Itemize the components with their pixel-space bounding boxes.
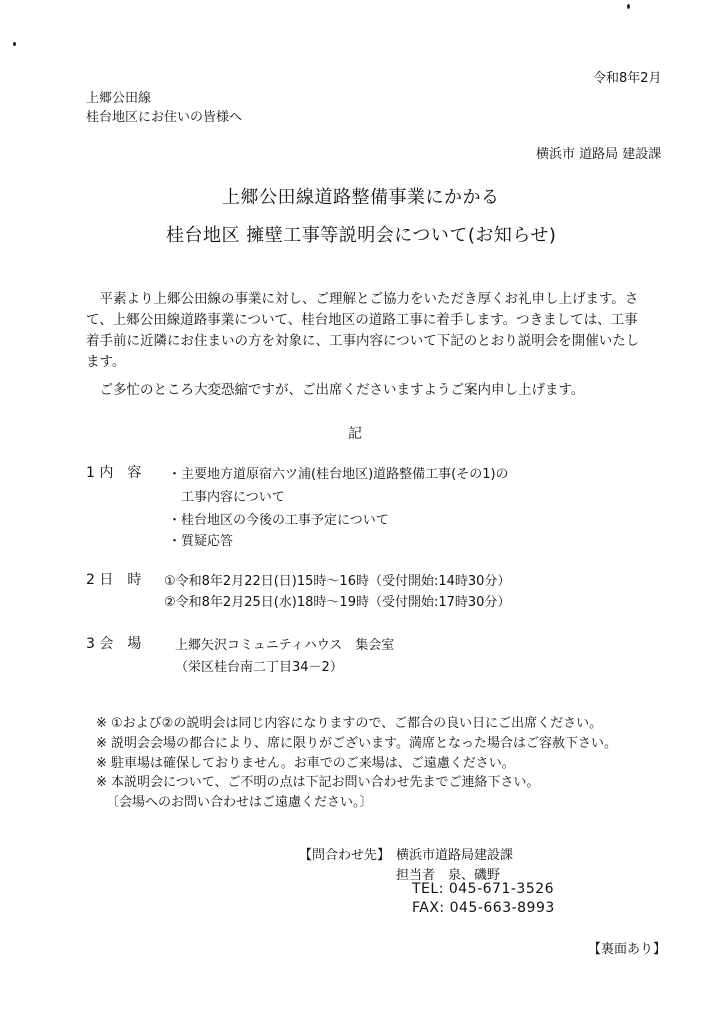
intro-paragraph: 平素より上郷公田線の事業に対し、ご理解とご協力をいただき厚くお礼申し上げます。さて、上郷公田線道路事業について、桂台地区の道路工事に着手します。つきましては、工事着手前に近隣にお住まいの方を対象に、工事内容について下記のとおり説明会を開催いたします。 [86,291,640,370]
content-line: 工事内容について [168,490,285,505]
datetime-line: ②令和8年2月25日(水)18時～19時（受付開始:17時30分） [164,595,511,610]
contact-person: 担当者 泉、磯野 [396,868,501,883]
recipient-line-2: 桂台地区にお住いの皆様へ [86,110,243,125]
content-line: ・質疑応答 [168,534,234,549]
contact-fax: FAX: 045-663-8993 [412,900,555,916]
contact-label: 【問合わせ先】 [299,848,391,863]
issue-date: 令和8年2月 [593,71,662,86]
note-line: ※ 本説明会について、ご不明の点は下記お問い合わせ先までご連絡下さい。 [96,775,540,790]
contact-department: 横浜市道路局建設課 [396,848,514,863]
title-line-2: 桂台地区 擁壁工事等説明会について(お知らせ) [166,225,557,246]
note-line: ※ ①および②の説明会は同じ内容になりますので、ご都合の良い日にご出席ください。 [96,716,603,731]
scan-speck [627,4,630,9]
ki-heading: 記 [348,426,362,442]
content-line: ・主要地方道原宿六ツ浦(桂台地区)道路整備工事(その1)の [168,467,509,482]
venue-label: 3 会 場 [86,636,142,652]
venue-line: 上郷矢沢コミュニティハウス 集会室 [175,638,395,653]
datetime-item [86,569,164,589]
sender: 横浜市 道路局 建設課 [536,147,662,162]
datetime-label: 2 日 時 [86,572,142,588]
title-line-1: 上郷公田線道路整備事業にかかる [222,187,500,208]
note-line: 〔会場へのお問い合わせはご遠慮ください。〕 [106,795,373,810]
note-line: ※ 説明会会場の都合により、席に限りがございます。満席となった場合はご容赦下さい。 [96,736,617,751]
content-line: ・桂台地区の今後の工事予定について [168,513,389,528]
content-label: 1 内 容 [86,465,142,481]
recipient-line-1: 上郷公田線 [86,91,152,106]
venue-line: （栄区桂台南二丁目34－2） [175,660,343,675]
scan-speck [13,42,16,46]
intro-request: ご多忙のところ大変恐縮ですが、ご出席くださいますようご案内申し上げます。 [86,382,585,398]
contact-tel: TEL: 045-671-3526 [412,881,555,897]
content-item [86,462,164,482]
venue-item [86,633,164,653]
datetime-line: ①令和8年2月22日(日)15時～16時（受付開始:14時30分） [164,574,511,589]
note-line: ※ 駐車場は確保しておりません。お車でのご来場は、ご遠慮ください。 [96,756,515,771]
back-side-note: 【裏面あり】 [588,942,667,957]
